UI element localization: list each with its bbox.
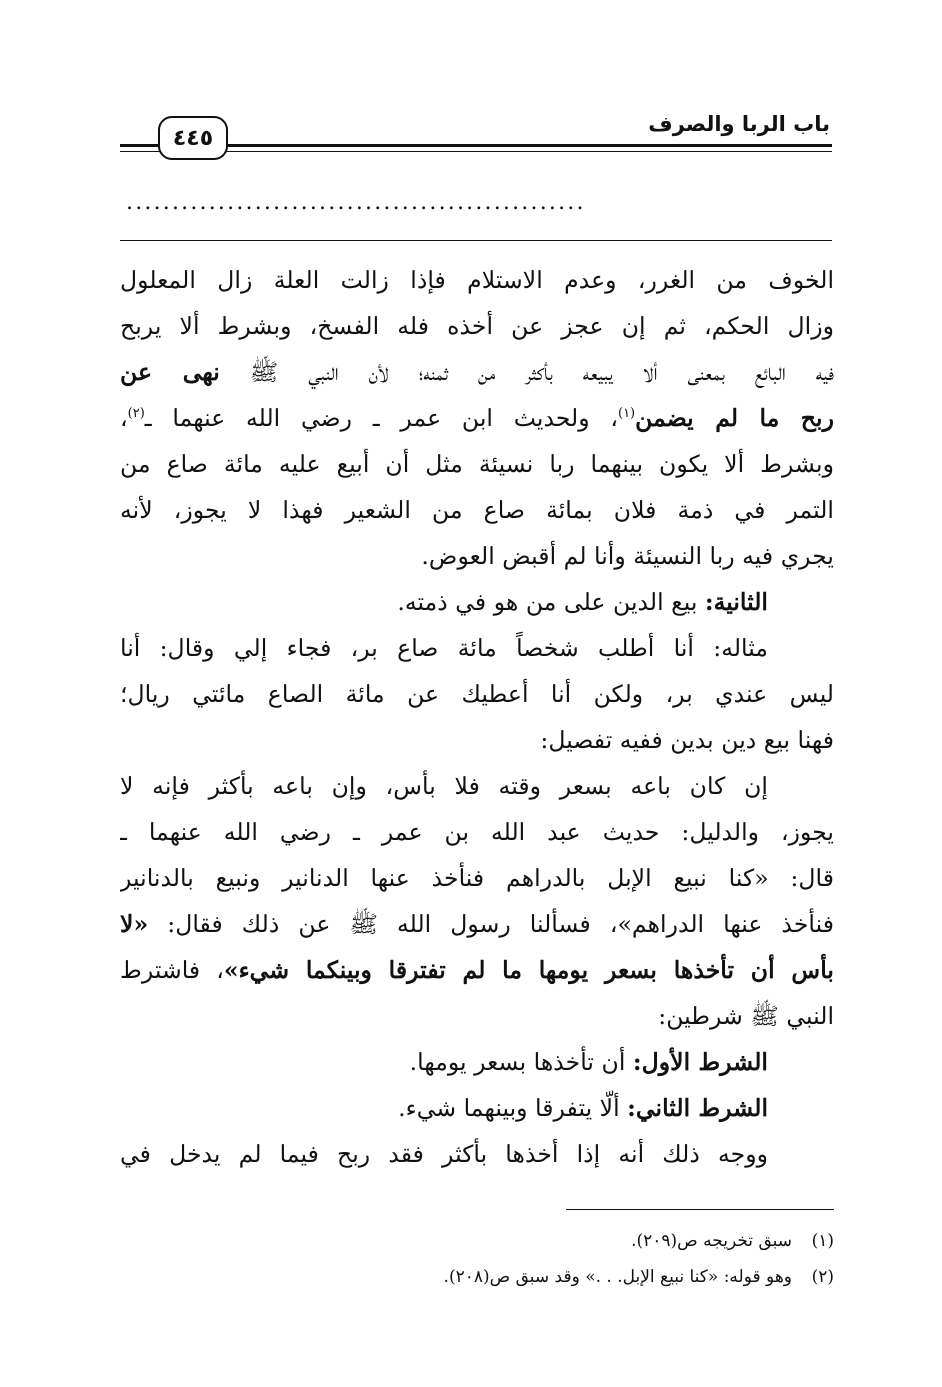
text-line: ليس عندي بر، ولكن أنا أعطيك عن مائة الصاع مائتي ريال؛: [120, 680, 834, 708]
footnote-ref-1: (١): [617, 406, 636, 422]
footnote-number: (٢): [811, 1267, 834, 1287]
bold-span: «لا: [120, 910, 149, 938]
bold-span: الشرط الثاني:: [627, 1094, 768, 1122]
page-number: ٤٤٥: [172, 125, 214, 151]
footnote-item: [134, 1223, 834, 1259]
footnote-text: سبق تخريجه ص(٢٠٩).: [631, 1231, 792, 1251]
text-span: ، فاشترط: [120, 956, 224, 984]
chapter-title: باب الربا والصرف: [648, 112, 830, 136]
text-line: [120, 579, 834, 625]
text-line: فهنا بيع دين بدين ففيه تفصيل:: [540, 726, 834, 754]
text-line: [120, 1039, 834, 1085]
text-line: وبشرط ألا يكون بينهما ربا نسيئة مثل أن أبيع عليه مائة صاع من: [120, 450, 834, 478]
text-line: [120, 395, 834, 441]
dotted-separator: ..................................................: [126, 193, 586, 213]
text-line: [120, 901, 834, 947]
text-line: [120, 947, 834, 993]
text-span: فيه البائع بمعنى ألا يبيعه بأكثر من ثمنه؛ لأن النبي ﷺ: [219, 358, 834, 386]
text-line: التمر في ذمة فلان بمائة صاع من الشعير فهذا لا يجوز، لأنه: [120, 496, 834, 524]
text-span: فنأخذ عنها الدراهم»، فسألنا رسول الله ﷺ عن ذلك فقال:: [148, 910, 834, 938]
text-line: النبي ﷺ شرطين:: [658, 1002, 834, 1030]
footnotes: [134, 1223, 834, 1295]
text-span: بيع الدين على من هو في ذمته.: [397, 588, 705, 616]
page-number-badge: [158, 116, 228, 160]
text-line: مثاله: أنا أطلب شخصاً مائة صاع بر، فجاء إلي وقال: أنا: [120, 634, 768, 662]
bold-span: الثانية:: [704, 588, 768, 616]
bold-span: ربح ما لم يضمن: [635, 404, 834, 432]
text-line: وزال الحكم، ثم إن عجز عن أخذه فله الفسخ، وبشرط ألا يربح: [120, 312, 834, 340]
footnote-text: وهو قوله: «كنا نبيع الإبل. . .» وقد سبق ص(٢٠٨).: [443, 1267, 792, 1287]
bold-span: نهى عن: [120, 358, 220, 386]
footnote-rule: [566, 1209, 834, 1210]
top-rule: [120, 240, 832, 241]
footnote-ref-2: (٢): [127, 406, 145, 422]
text-span: ألّا يتفرقا وبينهما شيء.: [398, 1094, 628, 1122]
text-line: يجري فيه ربا النسيئة وأنا لم أقبض العوض.: [421, 542, 834, 570]
text-line: يجوز، والدليل: حديث عبد الله بن عمر ـ رضي الله عنهما ـ: [120, 818, 834, 846]
text-line: إن كان باعه بسعر وقته فلا بأس، وإن باعه بأكثر فإنه لا: [120, 772, 768, 800]
text-line: [120, 1085, 834, 1131]
text-line: [120, 349, 834, 395]
text-line: قال: «كنا نبيع الإبل بالدراهم فنأخذ عنها الدنانير ونبيع بالدنانير: [120, 864, 834, 892]
footnote-item: [134, 1259, 834, 1295]
bold-span: الشرط الأول:: [632, 1048, 768, 1076]
footnote-number: (١): [811, 1231, 834, 1251]
text-span: أن تأخذها بسعر يومها.: [409, 1048, 633, 1076]
main-text: [120, 257, 834, 1177]
text-line: الخوف من الغرر، وعدم الاستلام فإذا زالت العلة زال المعلول: [120, 266, 834, 294]
bold-span: بأس أن تأخذها بسعر يومها ما لم تفترقا وبينكما شيء»: [223, 956, 834, 984]
text-span: ،: [120, 404, 128, 432]
text-span: ، ولحديث ابن عمر ـ رضي الله عنهما ـ: [144, 404, 618, 432]
text-line: ووجه ذلك أنه إذا أخذها بأكثر فقد ربح فيما لم يدخل في: [120, 1140, 768, 1168]
